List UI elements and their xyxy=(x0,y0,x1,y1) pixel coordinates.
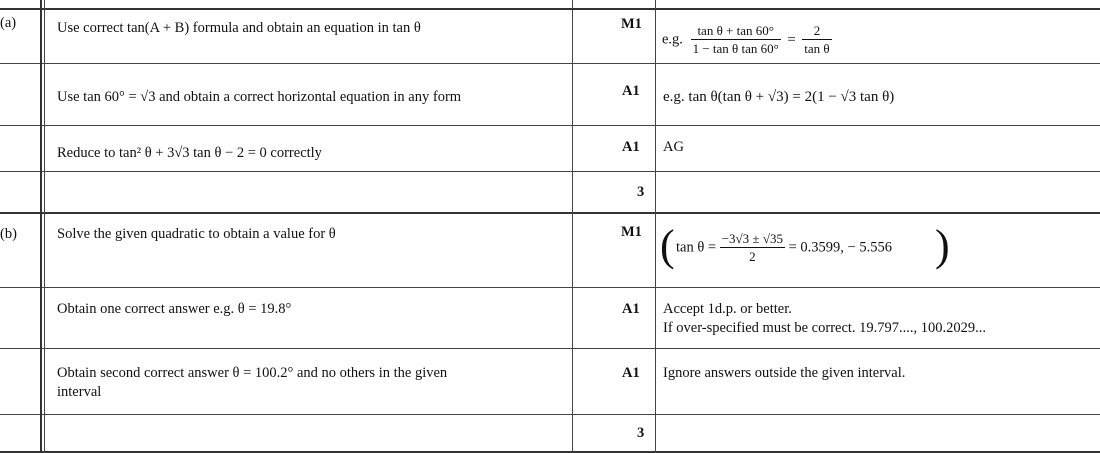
table-border-top xyxy=(0,8,1100,10)
mark-code: A1 xyxy=(622,139,640,155)
fraction xyxy=(720,230,785,265)
guidance-note: e.g. tan θ(tan θ + √3) = 2(1 − √3 tan θ) xyxy=(663,89,895,105)
col-divider xyxy=(40,0,42,453)
note-rhs: = 0.3599, − 5.556 xyxy=(788,239,892,256)
part-divider xyxy=(0,212,1100,214)
row-divider xyxy=(0,287,1100,288)
criterion-text: Reduce to tan² θ + 3√3 tan θ − 2 = 0 correctly xyxy=(57,145,322,161)
mark-code: M1 xyxy=(621,16,642,32)
row-divider xyxy=(0,63,1100,64)
guidance-note: AG xyxy=(663,139,684,155)
right-bracket: ) xyxy=(935,221,950,270)
note-lhs: tan θ = xyxy=(676,239,717,256)
row-divider xyxy=(0,348,1100,349)
fraction-denominator: 1 − tan θ tan 60° xyxy=(692,41,779,56)
guidance-note: Ignore answers outside the given interval. xyxy=(663,365,906,381)
fraction-numerator: 2 xyxy=(802,22,831,40)
criterion-text: Obtain one correct answer e.g. θ = 19.8° xyxy=(57,301,292,317)
part-label-b: (b) xyxy=(0,226,17,242)
guidance-note xyxy=(676,230,892,265)
criterion-text: interval xyxy=(57,384,102,400)
total-marks: 3 xyxy=(637,425,645,441)
criterion-text: Use correct tan(A + B) formula and obtain an equation in tan θ xyxy=(57,20,421,36)
note-prefix: e.g. xyxy=(662,31,683,48)
guidance-note: If over-specified must be correct. 19.797...., 100.2029... xyxy=(663,320,987,336)
mark-code: M1 xyxy=(621,224,642,240)
fraction-numerator: −3√3 ± √35 xyxy=(721,231,783,246)
col-divider xyxy=(655,0,656,453)
col-divider xyxy=(572,0,573,453)
guidance-note xyxy=(662,22,832,57)
total-marks: 3 xyxy=(637,184,645,200)
criterion-text: Obtain second correct answer θ = 100.2° and no others in the given xyxy=(57,365,448,381)
fraction-denominator: 2 xyxy=(749,249,756,264)
criterion-text: Use tan 60° = √3 and obtain a correct horizontal equation in any form xyxy=(57,89,462,105)
fraction-denominator: tan θ xyxy=(804,41,830,56)
part-label-a: (a) xyxy=(0,15,17,31)
guidance-note: Accept 1d.p. or better. xyxy=(663,301,792,317)
row-divider xyxy=(0,125,1100,126)
criterion-text: Solve the given quadratic to obtain a value for θ xyxy=(57,226,336,242)
fraction-numerator: tan θ + tan 60° xyxy=(691,22,781,40)
fraction xyxy=(691,22,781,57)
row-divider xyxy=(0,171,1100,172)
fraction xyxy=(802,22,831,57)
col-divider xyxy=(44,0,45,453)
left-bracket: ( xyxy=(660,221,675,270)
mark-code: A1 xyxy=(622,301,640,317)
mark-code: A1 xyxy=(622,83,640,99)
equals-sign: = xyxy=(787,31,796,48)
row-divider xyxy=(0,414,1100,415)
mark-code: A1 xyxy=(622,365,640,381)
